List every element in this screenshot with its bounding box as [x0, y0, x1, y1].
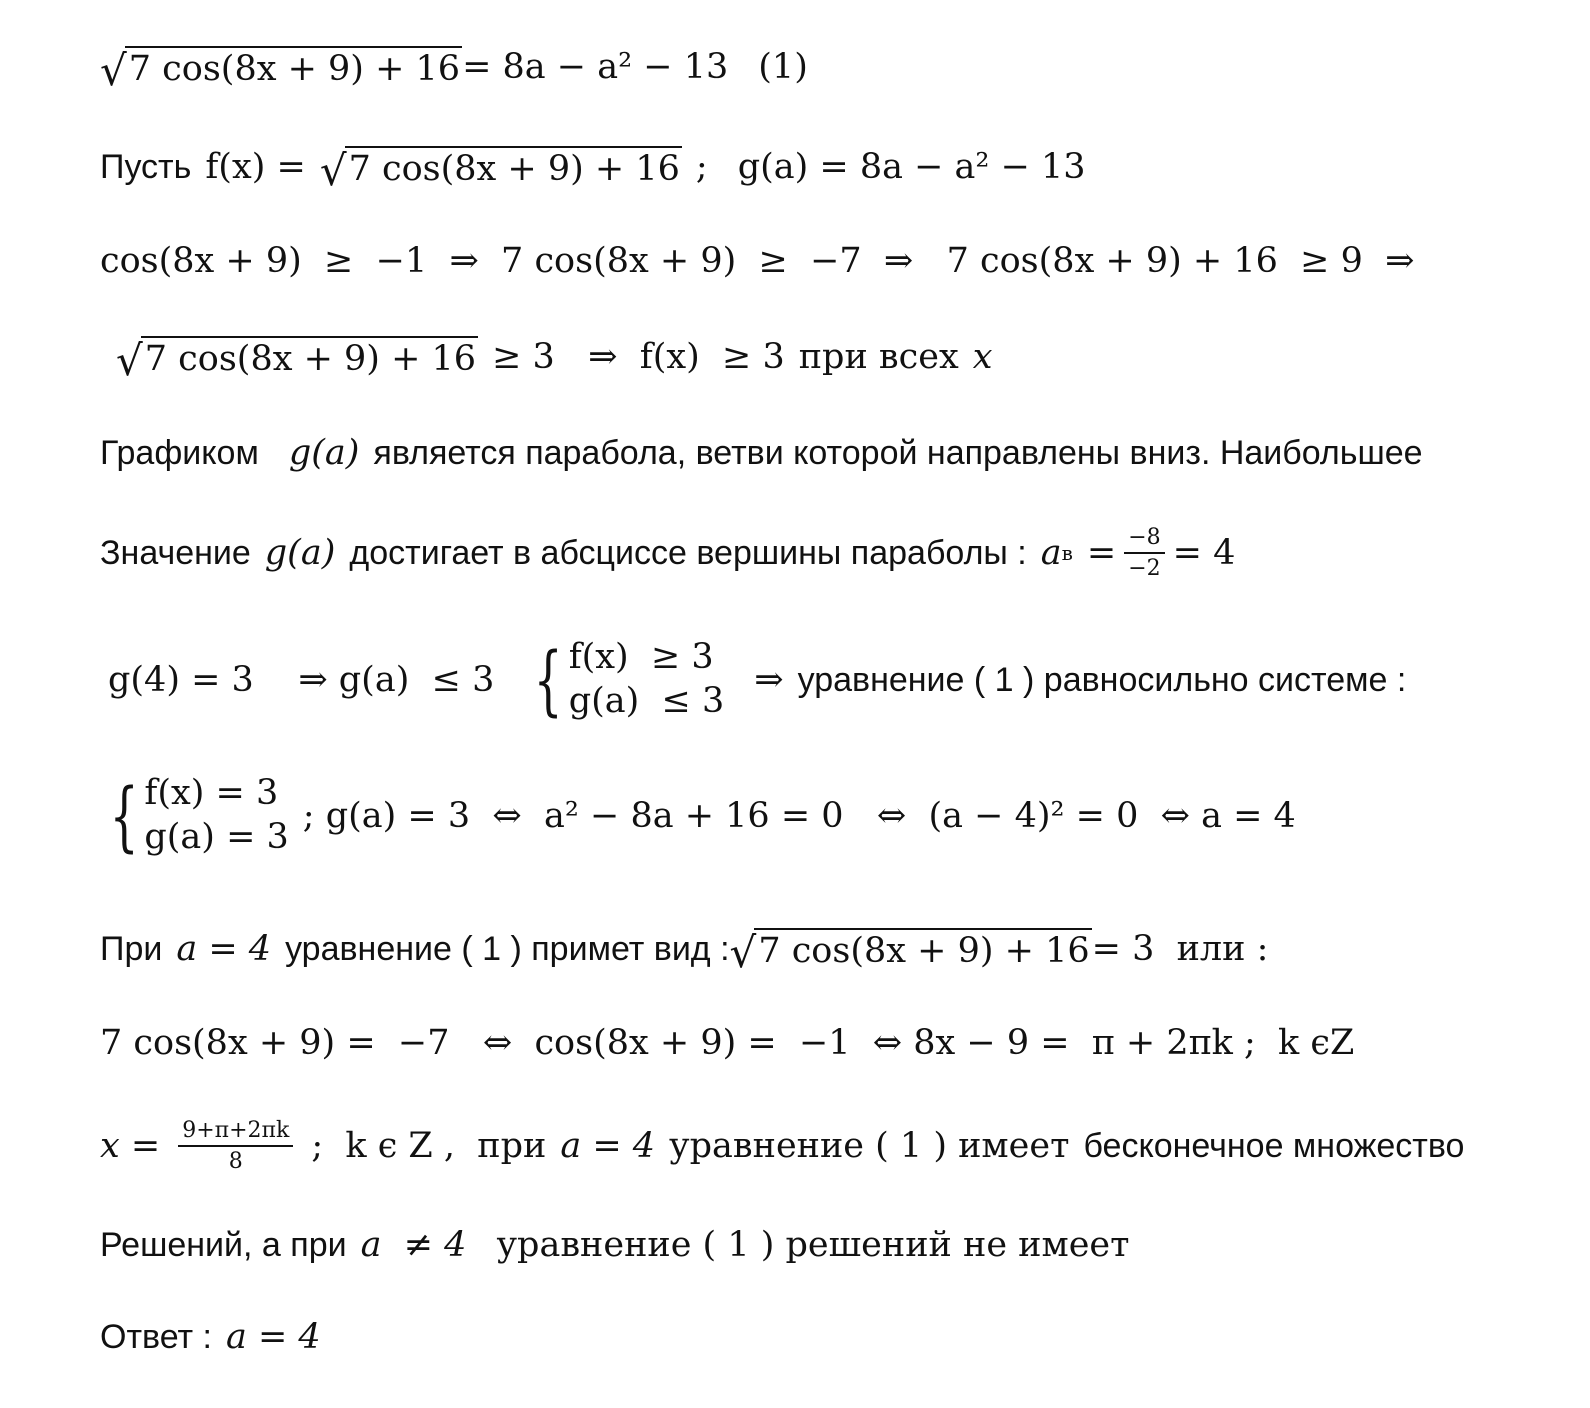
- system-row: g(a) ≤ 3: [568, 681, 725, 721]
- words: при всех: [798, 337, 959, 377]
- answer-label: Ответ :: [100, 1317, 212, 1356]
- vertex-a: a: [1040, 533, 1062, 573]
- equals: =: [1086, 533, 1117, 573]
- equation-label: (1): [758, 47, 808, 87]
- text: уравнение ( 1 ) решений не имеет: [496, 1225, 1130, 1265]
- g-function: g(a): [264, 533, 336, 573]
- cos-equation: 7 cos(8x + 9) = −7 ⇔ cos(8x + 9) = −1 ⇔ 8x − 9 = π + 2πk ; k ϵZ: [100, 1023, 1355, 1063]
- radicand: 7 cos(8x + 9) + 16: [125, 46, 462, 89]
- a-value: a = 4: [176, 929, 272, 969]
- inequality-system: [524, 636, 724, 724]
- g-function: g(a): [288, 433, 360, 473]
- text: является парабола, ветви которой направлены вниз. Наибольшее: [373, 433, 1423, 472]
- numerator: 9+π+2πk: [178, 1118, 293, 1147]
- radical-sign: √: [100, 46, 127, 96]
- text: уравнение ( 1 ) имеет: [669, 1126, 1070, 1166]
- rest: ; k ϵ Z , при: [311, 1126, 547, 1166]
- equation-1: [100, 32, 808, 102]
- text: Значение: [100, 533, 251, 572]
- text: Графиком: [100, 433, 259, 472]
- inequality-chain: [100, 226, 1414, 296]
- x-fraction: [178, 1118, 293, 1174]
- text: При: [100, 929, 163, 968]
- sqrt-expression: [116, 336, 478, 386]
- vertex-subscript: в: [1061, 541, 1073, 565]
- g-definition: g(a) = 8a − a² − 13: [737, 147, 1086, 187]
- inequality-expression: cos(8x + 9) ≥ −1 ⇒ 7 cos(8x + 9) ≥ −7 ⇒ 7 cos(8x + 9) + 16 ≥ 9 ⇒: [100, 241, 1415, 281]
- f-definition: f(x) =: [205, 147, 306, 187]
- sqrt-expression: [729, 928, 1092, 978]
- text: уравнение ( 1 ) примет вид :: [285, 929, 730, 968]
- cos-solution-line: [100, 1008, 1354, 1078]
- substitution-line: [100, 914, 1268, 984]
- radicand: 7 cos(8x + 9) + 16: [754, 928, 1091, 971]
- system-line: [108, 630, 1406, 730]
- sqrt-expression: [319, 146, 682, 196]
- rest: = 3 или :: [1091, 929, 1269, 969]
- answer-line: [100, 1302, 321, 1372]
- numerator: −8: [1124, 525, 1164, 554]
- f-bound-line: [116, 322, 992, 392]
- vertex-fraction: [1124, 525, 1164, 581]
- conclusion-line: [100, 1210, 1130, 1280]
- solution-chain: ; g(a) = 3 ⇔ a² − 8a + 16 = 0 ⇔ (a − 4)² = 0 ⇔ a = 4: [302, 796, 1296, 836]
- radical-sign: √: [116, 336, 143, 386]
- radicand: 7 cos(8x + 9) + 16: [345, 146, 682, 189]
- a-value: a ≠ 4: [360, 1225, 467, 1265]
- equality-system-line: [100, 766, 1296, 866]
- x-equals: x =: [100, 1126, 161, 1166]
- parabola-text: [100, 418, 1423, 488]
- denominator: −2: [1128, 556, 1161, 581]
- system-row: f(x) ≥ 3: [568, 637, 714, 678]
- radicand: 7 cos(8x + 9) + 16: [141, 336, 478, 379]
- radical-sign: √: [319, 146, 347, 196]
- equality-system: [100, 772, 289, 860]
- x-solution-line: [100, 1106, 1464, 1186]
- brace: {: [109, 771, 139, 860]
- bound-expression: ≥ 3 ⇒ f(x) ≥ 3: [492, 337, 785, 377]
- sqrt-expression: [100, 46, 462, 96]
- system-row: f(x) = 3: [144, 773, 279, 814]
- equation-rhs: = 8a − a² − 13: [462, 47, 729, 87]
- text: уравнение ( 1 ) равносильно системе :: [797, 660, 1407, 699]
- answer-value: a = 4: [225, 1317, 321, 1357]
- separator: ;: [695, 147, 708, 187]
- a-value: a = 4: [560, 1126, 656, 1166]
- text: достигает в абсциссе вершины параболы :: [349, 533, 1027, 572]
- intro-word: Пусть: [100, 147, 192, 186]
- variable: x: [972, 337, 993, 377]
- system-row: g(a) = 3: [144, 817, 289, 857]
- g-bound: g(4) = 3 ⇒ g(a) ≤ 3: [108, 660, 495, 700]
- vertex-line: [100, 518, 1235, 588]
- text: Решений, а при: [100, 1225, 347, 1264]
- denominator: 8: [228, 1149, 243, 1174]
- result: = 4: [1172, 533, 1236, 573]
- definition-line: [100, 132, 1086, 202]
- brace: {: [534, 635, 564, 724]
- arrow: ⇒: [754, 660, 784, 700]
- radical-sign: √: [729, 928, 757, 978]
- text: бесконечное множество: [1083, 1126, 1465, 1165]
